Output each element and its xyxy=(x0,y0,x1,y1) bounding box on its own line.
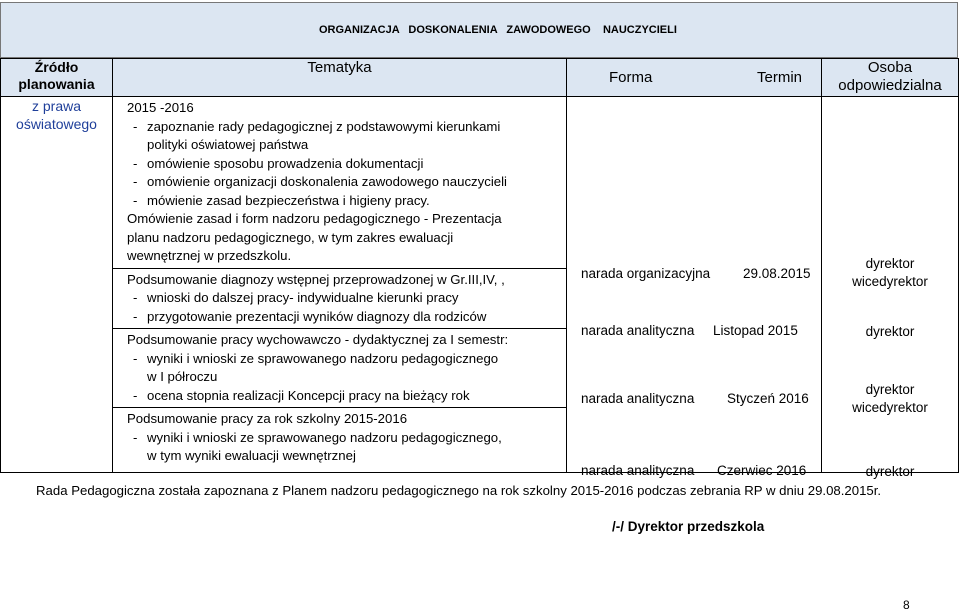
topic-line: Podsumowanie diagnozy wstępnej przeprowadzonej w Gr.III,IV, , xyxy=(127,271,505,287)
term-value: Czerwiec 2016 xyxy=(717,463,807,478)
responsible-group xyxy=(822,463,958,481)
column-header-form-term xyxy=(567,59,822,97)
topic-bullet-item: - wyniki i wnioski ze sprawowanego nadzoru pedagogicznego, xyxy=(127,429,560,448)
plan-table xyxy=(0,58,959,479)
table-body-row xyxy=(1,97,959,473)
topic-block xyxy=(113,328,566,407)
topic-bullet-item: - wyniki i wnioski ze sprawowanego nadzoru pedagogicznego xyxy=(127,350,560,369)
topic-line: w tym wyniki ewaluacji wewnętrznej xyxy=(147,448,356,463)
responsible-person: wicedyrektor xyxy=(852,274,928,289)
term-value: Listopad 2015 xyxy=(713,323,798,338)
topic-line: polityki oświatowej państwa xyxy=(147,137,309,152)
column-header-responsible: Osoba odpowiedzialna xyxy=(822,59,959,97)
responsible-cell xyxy=(822,97,959,479)
topic-line: planu nadzoru pedagogicznego, w tym zakres ewaluacji xyxy=(127,229,454,245)
topic-bullet-item: - omówienie organizacji doskonalenia zawodowego nauczycieli xyxy=(127,173,560,192)
topic-block xyxy=(113,97,566,268)
topic-line: wewnętrznej w przedszkolu. xyxy=(127,248,292,263)
topic-line: Podsumowanie pracy za rok szkolny 2015-2016 xyxy=(127,411,408,426)
topic-bullet-item: - wnioski do dalszej pracy- indywidualne kierunki pracy xyxy=(127,289,560,308)
responsible-person: dyrektor xyxy=(865,256,915,271)
responsible-person: wicedyrektor xyxy=(852,400,928,415)
topic-line: Omówienie zasad i form nadzoru pedagogicznego - Prezentacja xyxy=(127,211,502,226)
topic-block xyxy=(113,268,566,329)
responsible-group xyxy=(822,255,958,291)
topic-line: w I półroczu xyxy=(147,369,218,384)
topic-line: 2015 -2016 xyxy=(127,100,194,115)
signature: /-/ Dyrektor przedszkola xyxy=(612,519,765,534)
form-term-cell xyxy=(567,97,822,478)
document-title-band xyxy=(0,2,958,58)
term-value: Styczeń 2016 xyxy=(727,391,809,406)
topic-bullet-item: - ocena stopnia realizacji Koncepcji pracy na bieżący rok xyxy=(127,387,560,406)
column-header-topic: Tematyka xyxy=(113,59,567,97)
topic-bullet-item: - mówienie zasad bezpieczeństwa i higieny pracy. xyxy=(127,192,560,211)
column-header-term: Termin xyxy=(757,69,803,86)
topic-bullet-item: - przygotowanie prezentacji wyników diagnozy dla rodziców xyxy=(127,308,560,327)
responsible-group xyxy=(822,323,958,341)
topic-line: Podsumowanie pracy wychowawczo - dydaktycznej za I semestr: xyxy=(127,332,509,347)
form-value: narada analityczna xyxy=(581,391,695,406)
term-value: 29.08.2015 xyxy=(743,266,811,281)
responsible-person: dyrektor xyxy=(865,464,915,479)
responsible-person: dyrektor xyxy=(865,324,915,339)
page-number: 8 xyxy=(903,598,910,612)
topics-cell xyxy=(113,97,567,473)
topic-block xyxy=(113,407,566,468)
form-value: narada organizacyjna xyxy=(581,266,711,281)
responsible-person: dyrektor xyxy=(865,382,915,397)
column-header-source: Źródło planowania xyxy=(1,59,113,97)
column-header-form: Forma xyxy=(609,69,653,86)
document-title: ORGANIZACJA DOSKONALENIA ZAWODOWEGO NAUCZYCIELI xyxy=(319,24,677,36)
approval-note: Rada Pedagogiczna została zapoznana z Planem nadzoru pedagogicznego na rok szkolny 2015-2016 podczas zebrania RP w dniu 29.08.2015r. xyxy=(36,483,882,498)
topics-list xyxy=(113,97,566,468)
topic-bullet-item: - omówienie sposobu prowadzenia dokumentacji xyxy=(127,155,560,174)
form-value: narada analityczna xyxy=(581,463,695,478)
responsible-group xyxy=(822,381,958,417)
topic-bullet-item: - zapoznanie rady pedagogicznej z podstawowymi kierunkami xyxy=(127,118,560,137)
source-cell: z prawa oświatowego xyxy=(1,97,113,473)
form-value: narada analityczna xyxy=(581,323,695,338)
table-header-row xyxy=(1,59,959,97)
